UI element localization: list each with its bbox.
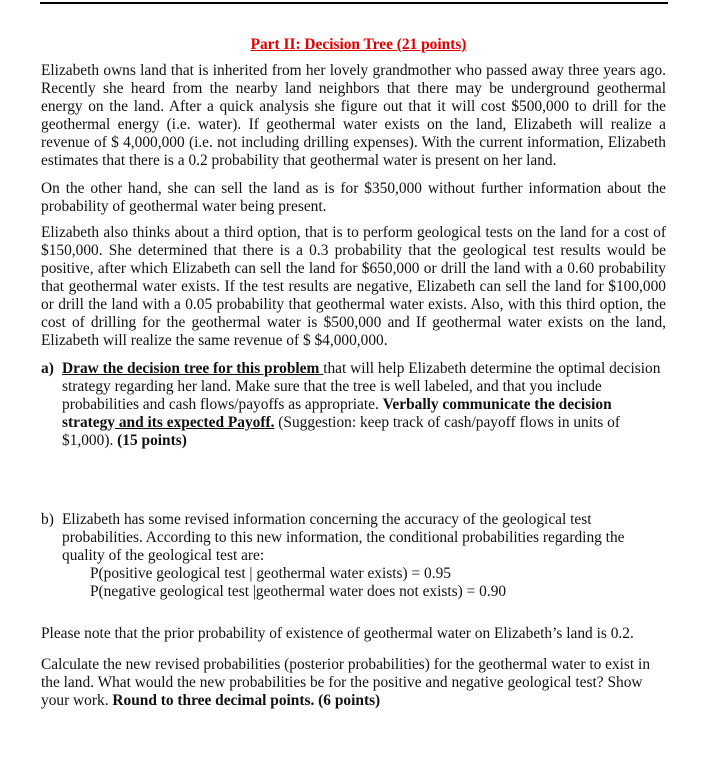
question-a-label: a) [41,360,54,377]
final-instruction [41,656,671,710]
question-a-instruction: Draw the decision tree for this problem [62,360,324,377]
final-points: Round to three decimal points. (6 points) [112,692,381,709]
top-rule [40,2,668,4]
test-option-paragraph: Elizabeth also thinks about a third option, that is to perform geological tests on the land for a cost of $150,000. She determined that there is a 0.3 probability that the geological test results would be positive, after which Elizabeth can sell the land for $650,000 or drill the land with a 0.60 probability that geothermal water exists. If the test results are negative, Elizabeth can sell the land for $100,000 or drill the land with a 0.05 probability that geothermal water exists. Also, with this third option, the cost of drilling for the geothermal water is $500,000 and If geothermal water exists on the land, Elizabeth will realize the same revenue of $ $4,000,000. [41,224,666,349]
section-title: Part II: Decision Tree (21 points) [250,36,467,53]
conditional-probability-negative: P(negative geological test |geothermal water does not exists) = 0.90 [90,583,507,600]
final-text: Calculate the new revised probabilities (posterior probabilities) for the geothermal water to exist in the land. What would the new probabilities be for the positive and negative geological test? Show your work. [41,656,651,709]
question-a-suggestion: (Suggestion: keep track of cash/payoff flows in units of $1,000). [62,414,620,449]
question-a-text: that will help Elizabeth determine the optimal decision strategy regarding her land. Make sure that the tree is well labeled, and that you include probabilities and cash flows/payoffs as appropriate. [62,360,661,413]
question-a-points: (15 points) [117,432,187,449]
intro-paragraph: Elizabeth owns land that is inherited from her lovely grandmother who passed away three years ago. Recently she heard from the nearby land neighbors that there may be underground geothermal energy on the land. After a quick analysis she figure out that it will cost $500,000 to drill for the geothermal energy (i.e. water). If geothermal water exists on the land, Elizabeth will realize a revenue of $ 4,000,000 (i.e. not including drilling expenses). With the current information, Elizabeth estimates that there is a 0.2 probability that geothermal water is present on her land. [41,62,666,169]
conditional-probability-positive: P(positive geological test | geothermal water exists) = 0.95 [90,565,451,582]
sell-option-paragraph: On the other hand, she can sell the land as is for $350,000 without further information about the probability of geothermal water being present. [41,180,666,215]
question-a-payoff: and its expected Payoff. [115,414,275,431]
question-a-emphasis: Verbally communicate the decision strategy [62,396,612,431]
question-b-text: Elizabeth has some revised information concerning the accuracy of the geological test probabilities. According to this new information, the conditional probabilities regarding the quality of the geological test are: [62,511,625,564]
prior-note: Please note that the prior probability of existence of geothermal water on Elizabeth’s land is 0.2. [41,625,634,642]
question-b [41,511,666,601]
question-b-label: b) [41,511,54,528]
question-a [41,360,666,450]
